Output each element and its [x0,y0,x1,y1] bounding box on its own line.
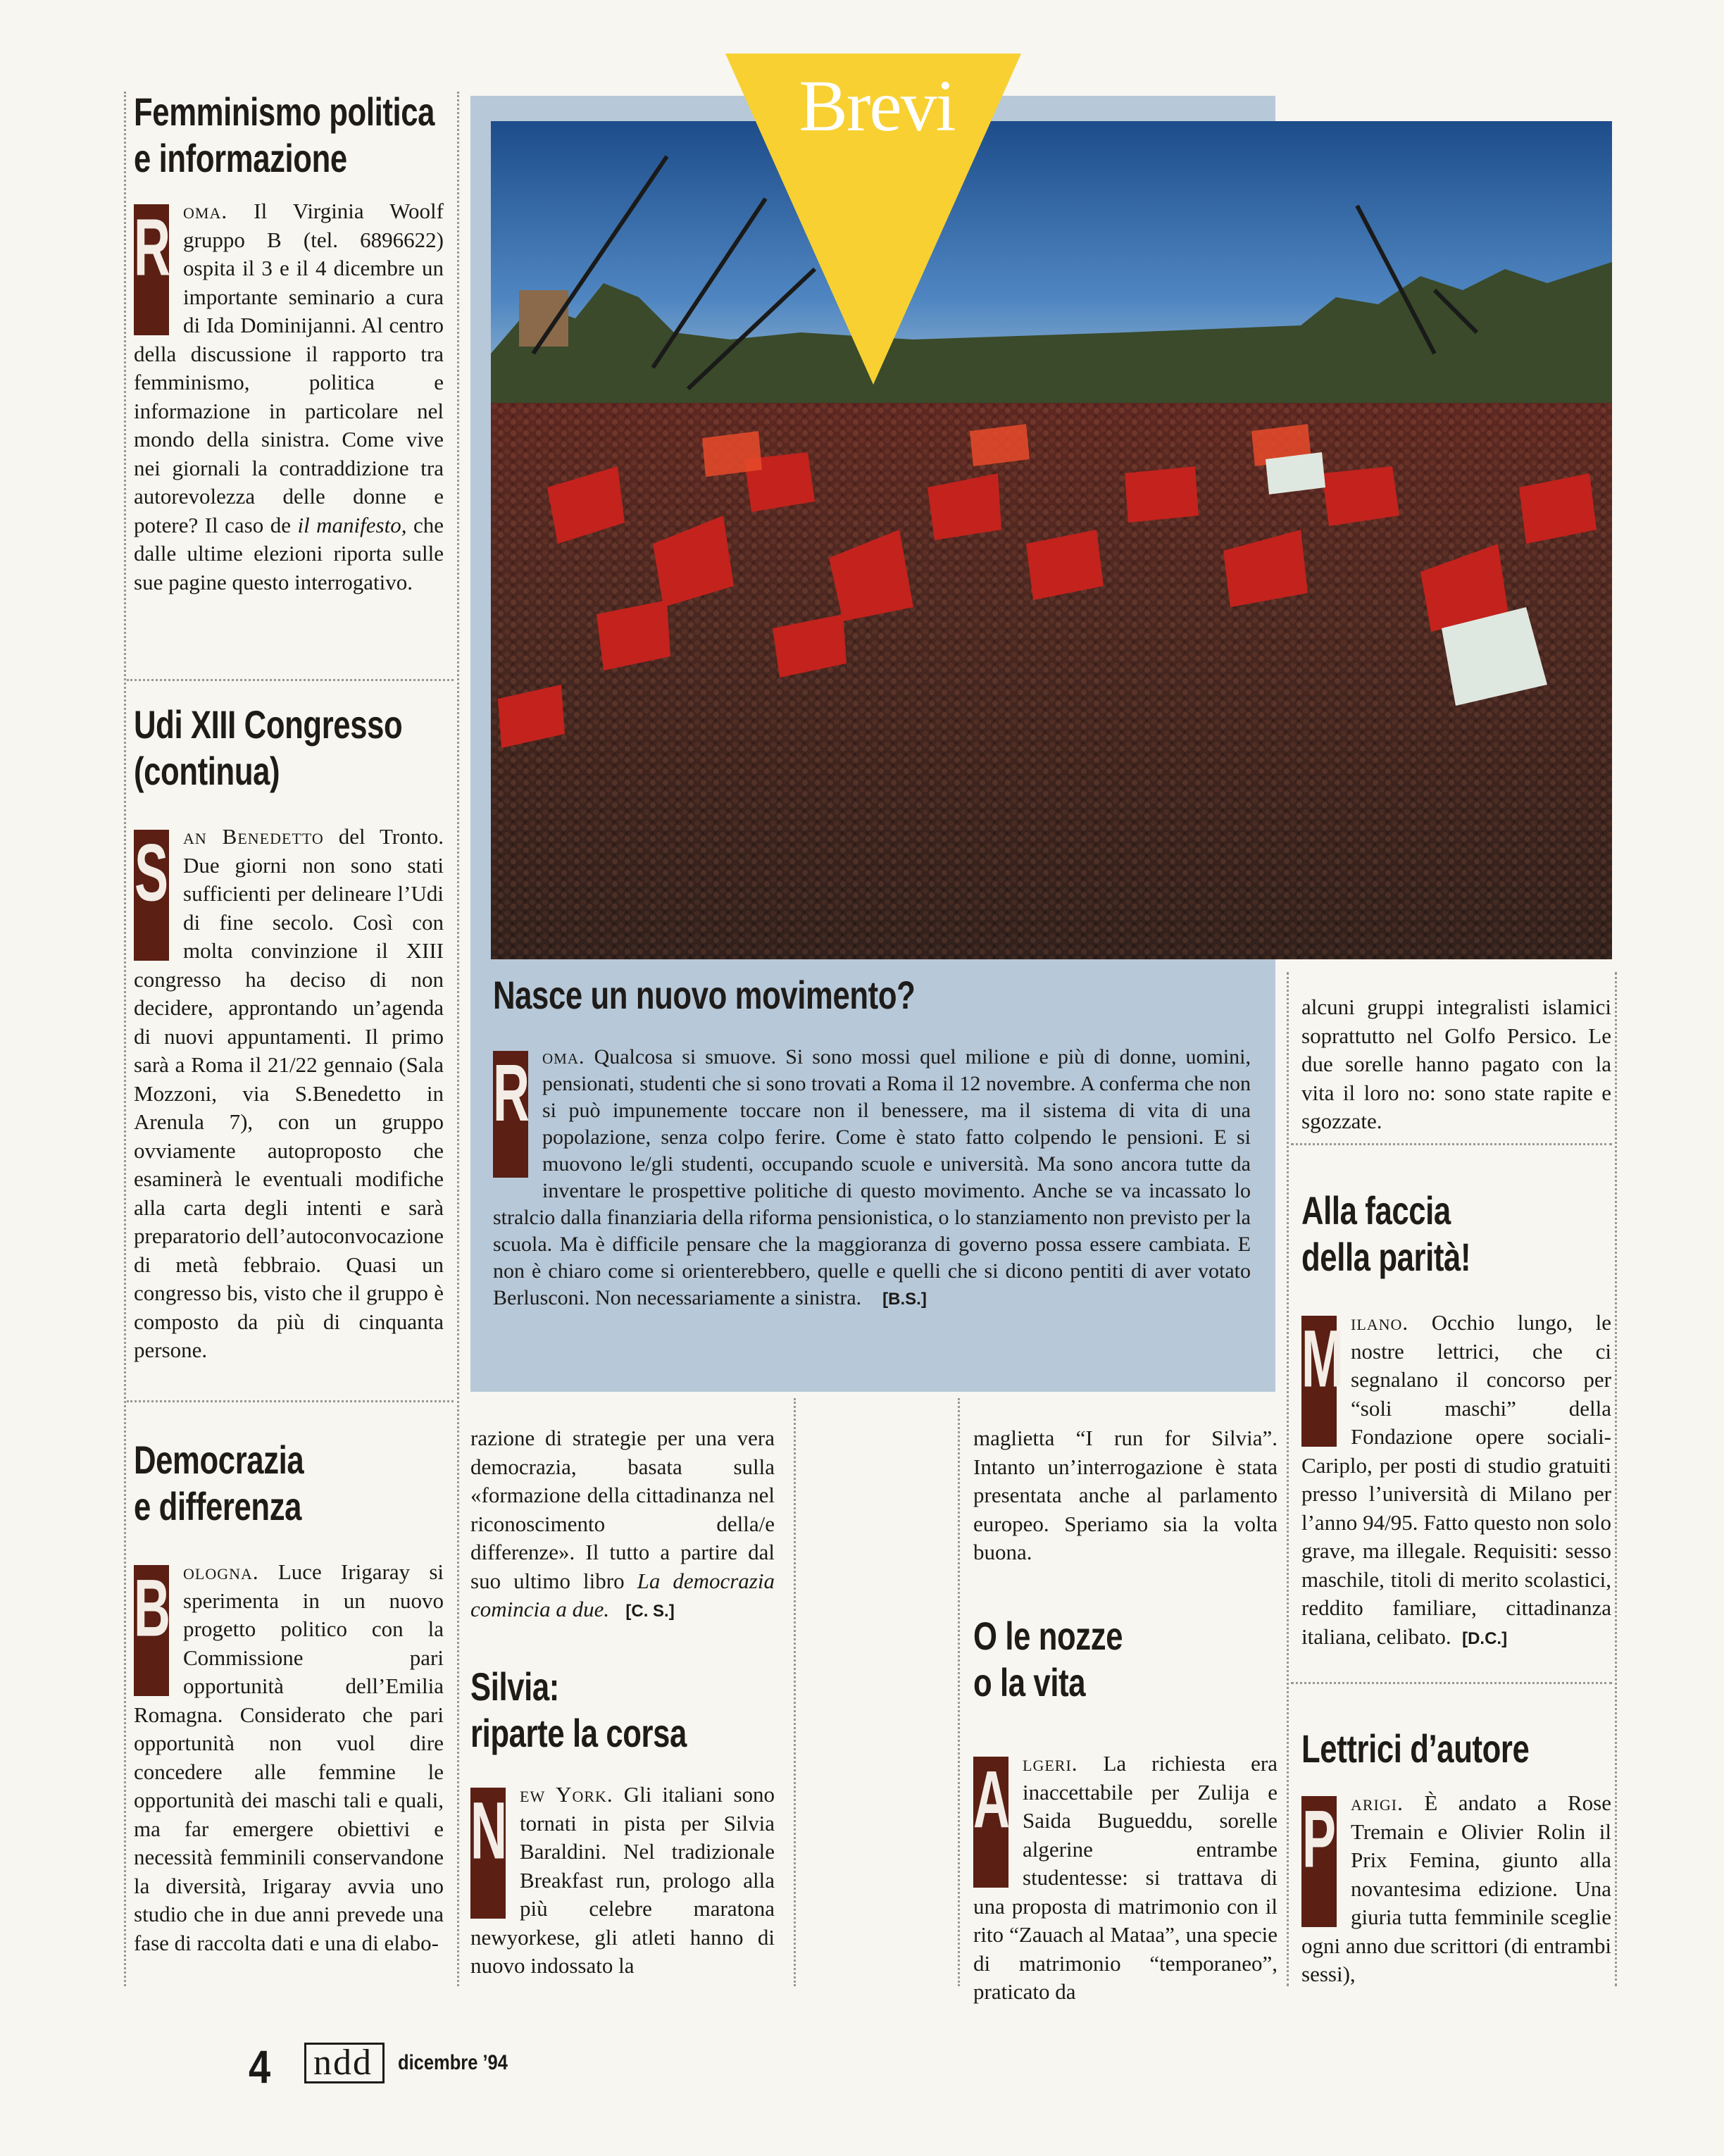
drop-cap: N [470,1788,506,1919]
article-body: S an Benedetto del Tronto. Due giorni non sono stati sufficienti per delineare l’Udi di fine secolo. Così con molta convinzione il XIII congresso ha deciso di non decidere, approntando un’agenda di nuovi appuntamenti. Il primo sarà a Roma il 21/22 gennaio (Sala Mozzoni, via S.Benedetto in Arenula 7), con un gruppo ovviamente autoproposto che esaminerà le eventuali modifiche alla carta degli intenti e sarà preparatorio dell’autoconvocazione di metà febbraio. Quasi un congresso bis, visto che il gruppo è composto da più di cinquanta persone. [134,824,444,1362]
article-title: Femminismo politica e informazione [134,89,435,180]
article-body: razione di strategie per una vera democrazia, basata sulla «formazione della cittadinanza nel riconoscimento della/e differenze». Il tutto a partire dal suo ultimo libro La democrazia comincia a due. [C. S.] [470,1426,775,1621]
article-democrazia-continued [470,1424,775,1626]
article-body: P arigi. È andato a Rose Tremain e Olivier Rolin il Prix Femina, giunto alla novantesima edizione. Una giuria tutta femminile sceglie ogni anno due scrittori (di entrambi sessi), [1301,1790,1611,1986]
article-body: M ilano. Occhio lungo, le nostre lettrici, che ci segnalano il concorso per “soli maschi” della Fondazione opere sociali-Cariplo, per posti di studio gratuiti presso l’università di Milano per l’anno 94/95. Fatto questo non solo grave, ma illegale. Requisiti: sesso maschile, titoli di merito scolastici, reddito familiare, cittadinanza italiana, celibato. [D.C.] [1301,1310,1611,1649]
rally-photo [491,121,1612,959]
column-rule [794,1398,796,1986]
article-femminismo [134,89,444,597]
article-lettrici [1301,1726,1611,1989]
author-signature: [B.S.] [882,1290,927,1309]
article-nozze-continued [1301,993,1611,1136]
article-body: alcuni gruppi integralisti islamici soprattutto nel Golfo Persico. Le due sorelle hanno pagato con la vita il loro no: sono state rapite e sgozzate. [1301,995,1611,1133]
article-body: R oma. Il Virginia Woolf gruppo B (tel. 6896622) ospita il 3 e il 4 dicembre un importante seminario a cura di Ida Dominijanni. Al centro della discussione il rapporto tra femminismo, politica e informazione in particolare nel mondo della sinistra. Come vive nei giornali la contraddizione tra autorevolezza delle donne e potere? Il caso de il manifesto, che dalle ultime elezioni riporta sulle sue pagine questo interrogativo. [134,199,444,594]
drop-cap: B [134,1565,169,1696]
article-nozze [973,1613,1278,2007]
section-rule [1291,1682,1612,1684]
article-faccia-parita [1301,1188,1611,1653]
issue-date: dicembre ’94 [398,2051,508,2074]
section-rule [1291,1143,1612,1145]
page-number: 4 [249,2040,271,2093]
column-rule [958,1398,960,1986]
article-body: A lgeri. La richiesta era inaccettabile per Zulija e Saida Bugueddu, sorelle algerine entrambe studentesse: si trattava di una proposta di matrimonio con il rito “Zauach al Mataa”, una specie di matrimonio “temporaneo”, praticato da [973,1751,1278,2004]
column-rule [124,92,126,1986]
author-signature: [D.C.] [1462,1628,1508,1648]
author-signature: [C. S.] [625,1602,675,1621]
article-udi-congresso [134,702,444,1365]
column-rule [457,92,459,1986]
column-rule [1287,972,1289,1986]
article-title: Nasce un nuovo movimento? [493,973,916,1017]
article-body: B ologna. Luce Irigaray si sperimenta in un nuovo progetto politico con la Commissione pari opportunità dell’Emilia Romagna. Considerato che pari opportunità non vuol dire concedere alle femmine le opportunità dei maschi tali e quali, ma far emergere obiettivi e necessità femminili conservandone la diversità, Irigaray avvia uno studio che in due anni prevede una fase di raccolta dati e una di elabo- [134,1559,444,1955]
article-silvia-continued [973,1424,1278,1567]
drop-cap: R [493,1051,528,1178]
drop-cap: M [1301,1316,1337,1447]
section-rule [127,1400,454,1402]
article-title: O le nozze o la vita [973,1614,1123,1705]
drop-cap: A [973,1757,1008,1888]
article-silvia [470,1664,775,1981]
drop-cap: R [134,204,169,335]
drop-cap: S [134,830,169,961]
section-label: Brevi [799,66,955,147]
article-title: Democrazia e differenza [134,1438,304,1528]
article-title: Silvia: riparte la corsa [470,1664,687,1755]
article-nasce-movimento [493,972,1251,1313]
section-rule [127,679,454,681]
article-body: maglietta “I run for Silvia”. Intanto un’interrogazione è stata presentata anche al parlamento europeo. Speriamo sia la volta buona. [973,1426,1278,1564]
article-democrazia [134,1437,444,1957]
column-rule [1615,972,1617,1986]
magazine-logo: ndd [304,2043,385,2083]
article-title: Alla faccia della parità! [1301,1188,1471,1279]
article-body: N ew York. Gli italiani sono tornati in pista per Silvia Baraldini. Nel tradizionale Breakfast run, prologo alla più celebre maratona newyorkese, gli atleti hanno di nuovo indossato la [470,1782,775,1978]
article-title: Lettrici d’autore [1301,1726,1530,1771]
article-title: Udi XIII Congresso (continua) [134,702,403,793]
article-body: R oma. Qualcosa si smuove. Si sono mossi quel milione e più di donne, uomini, pensionati, studenti che si sono trovati a Roma il 12 novembre. A conferma che non si può impunemente toccare non il benessere, ma il sistema di vita di una popolazione, senza colpo ferire. Come è stato fatto colpendo le pensioni. E si muovono le/gli studenti, occupando scuole e università. Ma sono ancora tutte da inventare le prospettive politiche di questo movimento. Anche se va incassato lo stralcio dalla finanziaria della riforma pensionistica, o lo stanziamento non previsto per la scuola. Ma è difficile pensare che la maggioranza di governo possa essere cambiata. E non è chiaro come si orienterebbero, quelle e quelli che si dicono pentiti di aver votato Berlusconi. Non necessariamente a sinistra. [B.S.] [493,1045,1251,1309]
drop-cap: P [1301,1796,1337,1927]
